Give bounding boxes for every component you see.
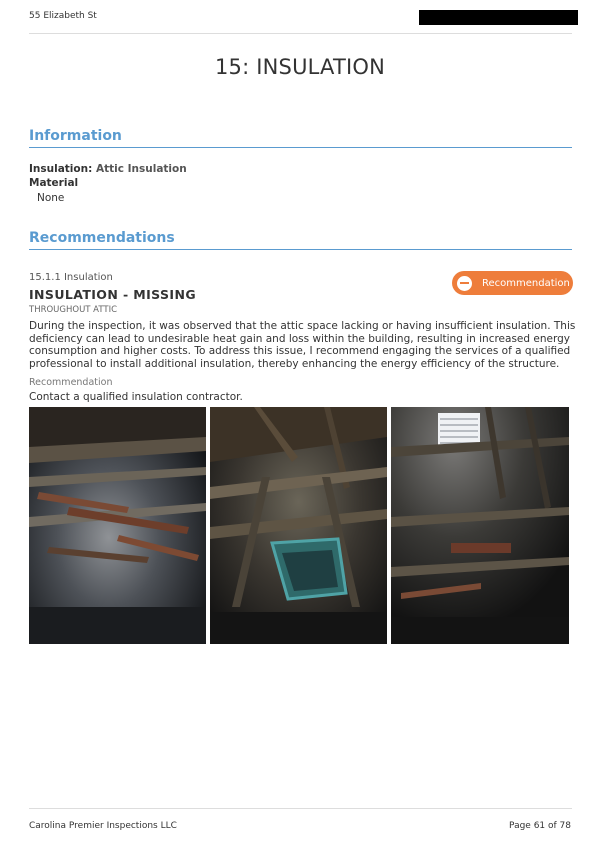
header-divider xyxy=(29,33,572,34)
recommendation-description: During the inspection, it was observed that the attic space lacking or having insufficient insulation. This deficiency can lead to undesirable heat gain and loss within the building, resulting in increased energy consumption and higher costs. To address this issue, I recommend engaging the services of a qualified professional to install additional insulation, thereby enhancing the energy efficiency of the structure. xyxy=(29,320,576,370)
recommendations-heading: Recommendations xyxy=(29,230,572,250)
information-heading: Information xyxy=(29,128,572,148)
insulation-value: Attic Insulation xyxy=(95,163,187,175)
recommendation-action: Contact a qualified insulation contractor. xyxy=(29,391,243,403)
redacted-block xyxy=(419,10,578,25)
material-label: Material xyxy=(29,177,79,189)
footer-company: Carolina Premier Inspections LLC xyxy=(29,821,177,831)
recommendation-badge xyxy=(452,271,573,295)
header-address: 55 Elizabeth St xyxy=(29,11,97,21)
recommendation-title: INSULATION - MISSING xyxy=(29,287,196,302)
minus-circle-icon xyxy=(457,276,472,291)
insulation-label-row xyxy=(29,163,187,175)
attic-photo-2[interactable] xyxy=(210,407,387,644)
recommendation-number: 15.1.1 Insulation xyxy=(29,272,113,283)
recommendation-location: THROUGHOUT ATTIC xyxy=(29,305,118,315)
footer-page-number: Page 61 of 78 xyxy=(509,821,571,831)
badge-label: Recommendation xyxy=(482,277,570,289)
footer-divider xyxy=(29,808,572,809)
insulation-label: Insulation: xyxy=(29,163,93,175)
attic-photo-1[interactable] xyxy=(29,407,206,644)
recommendation-sub-label: Recommendation xyxy=(29,377,113,388)
page-title: 15: INSULATION xyxy=(214,55,386,79)
attic-photo-3[interactable] xyxy=(391,407,569,644)
material-value: None xyxy=(37,192,65,204)
